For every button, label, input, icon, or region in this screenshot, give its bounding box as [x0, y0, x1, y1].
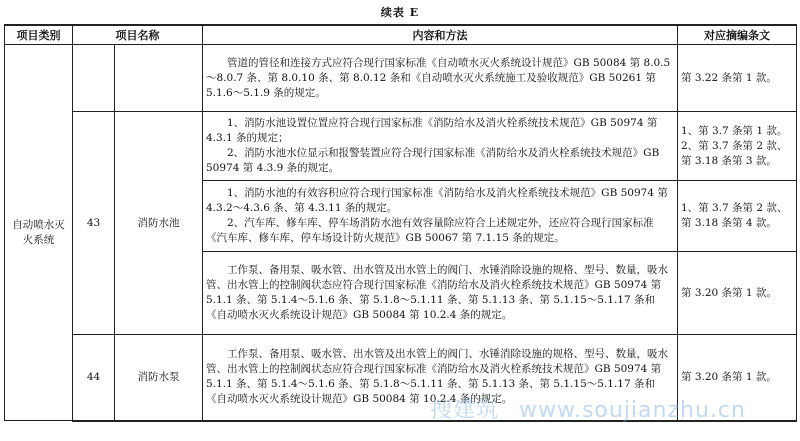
content-cell: [203, 45, 678, 112]
content-cell: [203, 335, 678, 421]
content-cell: [203, 252, 678, 335]
inspection-table: [4, 24, 797, 422]
clause-line: 1、第 3.7 条第 1 款。: [681, 124, 788, 137]
content-paragraph: 2、汽车库、修车库、停车场消防水池有效容量除应符合上述规定外，还应符合现行国家标准《汽车库、修车库、停车场设计防火规范》GB 50067 第 7.1.15 条的规定。: [206, 217, 654, 244]
clause-line: 1、第 3.7 条第 2 款、第 3.18 条第 4 款。: [681, 202, 788, 229]
number-cell: 43: [73, 112, 115, 335]
name-cell: 消防水泵: [115, 335, 203, 421]
content-paragraph: 工作泵、备用泵、吸水管、出水管及出水管上的阀门、水锤消除设施的规格、型号、数量，吸水管、出水管上的控制阀状态应符合现行国家标准《消防给水及消火栓系统技术规范》GB 50974 第 5.1.1 条、第 5.1.4～5.1.6 条、第 5.1.8～5.1.11 条、第 5.1.13 条、第 5.1.15～5.1.17 条和《自动喷水灭火系统设计规范》GB 50084 第 10.2.4 条的规定。: [206, 264, 668, 321]
number-cell: 44: [73, 335, 115, 421]
table-header-row: [5, 25, 797, 45]
table-row: [5, 112, 797, 181]
clause-cell: [678, 181, 797, 252]
clause-cell: [678, 335, 797, 421]
watermark-url: www.soujianzhu.cn: [519, 398, 746, 423]
category-cell: 自动喷水灭火系统: [5, 45, 73, 421]
content-cell: [203, 112, 678, 181]
content-paragraph: 工作泵、备用泵、吸水管、出水管及出水管上的阀门、水锤消除设施的规格、型号、数量，吸水管、出水管上的控制阀状态应符合现行国家标准《消防给水及消火栓系统技术规范》GB 50974 第 5.1.1 条、第 5.1.4～5.1.6 条、第 5.1.8～5.1.11 条、第 5.1.13 条、第 5.1.15～5.1.17 条和《自动喷水灭火系统设计规范》GB 50084 第 10.2.4 条的规定。: [206, 348, 668, 406]
clause-line: 第 3.20 条第 1 款。: [681, 286, 777, 299]
content-paragraph: 管道的管径和连接方式应符合现行国家标准《自动喷水灭火系统设计规范》GB 50084 第 8.0.5～8.0.7 条、第 8.0.10 条、第 8.0.12 条和《自动喷水灭火系统施工及验收规范》GB 50261 第 5.1.6～5.1.9 条的规定。: [206, 56, 671, 99]
clause-cell: [678, 112, 797, 181]
table-row: [5, 335, 797, 421]
header-content: 内容和方法: [203, 25, 678, 45]
clause-line: 2、第 3.7 条第 2 款、第 3.18 条第 3 款。: [681, 139, 788, 167]
content-cell: [203, 181, 678, 252]
clause-cell: [678, 252, 797, 335]
content-paragraph: 2、消防水池水位显示和报警装置应符合现行国家标准《消防给水及消火栓系统技术规范》GB 50974 第 4.3.9 条的规定。: [206, 147, 660, 174]
header-clause: 对应摘编条文: [678, 25, 797, 45]
table-caption: 续表 E: [380, 6, 420, 19]
watermark-cn: 搜建筑: [430, 398, 500, 423]
table-row: [5, 45, 797, 112]
header-category: 项目类别: [5, 25, 73, 45]
content-paragraph: 1、消防水池的有效容积应符合现行国家标准《消防给水及消火栓系统技术规范》GB 50974 第 4.3.2～4.3.6 条、第 4.3.11 条的规定。: [206, 187, 668, 214]
clause-line: 第 3.20 条第 1 款。: [681, 370, 777, 383]
name-cell: [115, 45, 203, 112]
name-cell: 消防水池: [115, 112, 203, 335]
clause-cell: [678, 45, 797, 112]
clause-line: 第 3.22 条第 1 款。: [681, 71, 777, 84]
content-paragraph: 1、消防水池设置位置应符合现行国家标准《消防给水及消火栓系统技术规范》GB 50974 第 4.3.1 条的规定；: [206, 117, 658, 144]
header-name: 项目名称: [73, 25, 203, 45]
number-cell: [73, 45, 115, 112]
